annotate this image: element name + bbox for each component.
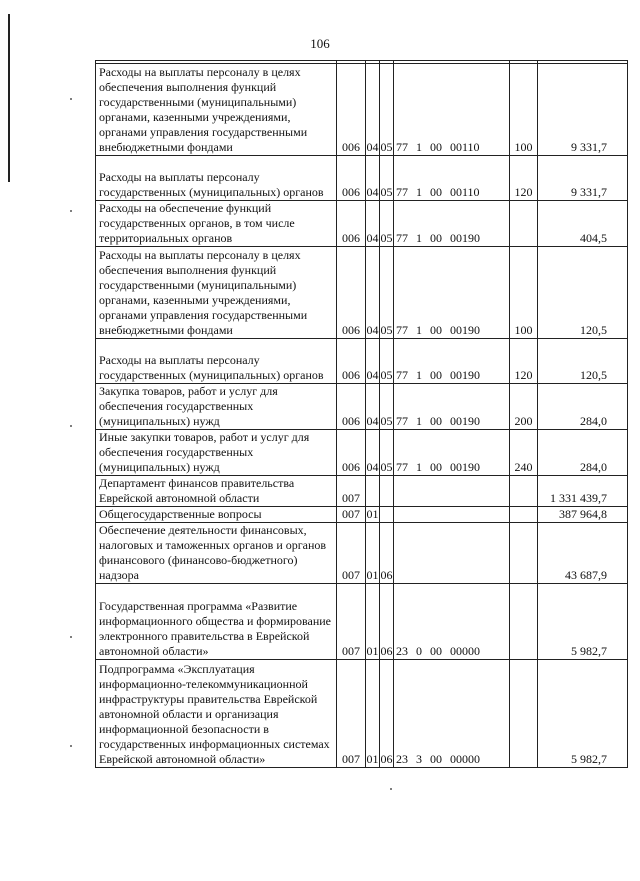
amount-cell: 5 982,7 xyxy=(538,584,628,660)
subsection-code-cell: 05 xyxy=(380,339,394,384)
section-code-cell: 04 xyxy=(366,384,380,430)
target-article-code-cell: 77 1 00 00190 xyxy=(394,430,510,476)
scan-speck xyxy=(70,745,72,747)
section-code-cell: 01 xyxy=(366,523,380,584)
expense-type-code-cell xyxy=(510,523,538,584)
table-row xyxy=(96,339,628,384)
subsection-code-cell: 05 xyxy=(380,156,394,201)
expense-type-code-cell: 100 xyxy=(510,64,538,156)
amount-cell: 404,5 xyxy=(538,201,628,247)
amount-cell: 120,5 xyxy=(538,339,628,384)
table-row xyxy=(96,476,628,507)
table-row xyxy=(96,247,628,339)
ministry-code-cell: 007 xyxy=(337,476,366,507)
amount-cell: 284,0 xyxy=(538,384,628,430)
table-row xyxy=(96,660,628,768)
amount-cell: 120,5 xyxy=(538,247,628,339)
table-row xyxy=(96,523,628,584)
scan-speck xyxy=(70,98,72,100)
expense-name-cell: Расходы на выплаты персоналу государственных (муниципальных) органов xyxy=(96,339,337,384)
table-row xyxy=(96,201,628,247)
scan-speck xyxy=(390,788,392,790)
table-row xyxy=(96,156,628,201)
ministry-code-cell: 007 xyxy=(337,584,366,660)
expense-type-code-cell xyxy=(510,476,538,507)
section-code-cell: 01 xyxy=(366,660,380,768)
target-article-code-cell xyxy=(394,476,510,507)
table-row xyxy=(96,430,628,476)
expense-type-code-cell: 240 xyxy=(510,430,538,476)
expense-name-cell: Закупка товаров, работ и услуг для обеспечения государственных (муниципальных) нужд xyxy=(96,384,337,430)
expense-name-cell: Подпрограмма «Эксплуатация информационно-телекоммуникационной инфраструктуры правительства Еврейской автономной области и организация информационной безопасности в государственных информационных системах Еврейской автономной области» xyxy=(96,660,337,768)
expense-type-code-cell xyxy=(510,507,538,523)
subsection-code-cell xyxy=(380,476,394,507)
target-article-code-cell xyxy=(394,523,510,584)
expense-name-cell: Обеспечение деятельности финансовых, налоговых и таможенных органов и органов финансового (финансово-бюджетного) надзора xyxy=(96,523,337,584)
expense-name-cell: Расходы на выплаты персоналу в целях обеспечения выполнения функций государственными (муниципальными) органами, казенными учреждениями, органами управления государственными внебюджетными фондами xyxy=(96,247,337,339)
subsection-code-cell: 05 xyxy=(380,201,394,247)
expense-type-code-cell: 200 xyxy=(510,384,538,430)
expense-type-code-cell: 100 xyxy=(510,247,538,339)
subsection-code-cell: 05 xyxy=(380,384,394,430)
subsection-code-cell: 06 xyxy=(380,584,394,660)
expense-name-cell: Расходы на обеспечение функций государственных органов, в том числе территориальных органов xyxy=(96,201,337,247)
section-code-cell: 04 xyxy=(366,156,380,201)
target-article-code-cell: 23 0 00 00000 xyxy=(394,584,510,660)
expense-type-code-cell xyxy=(510,201,538,247)
section-code-cell: 01 xyxy=(366,584,380,660)
section-code-cell: 04 xyxy=(366,247,380,339)
expense-type-code-cell: 120 xyxy=(510,156,538,201)
expense-name-cell: Общегосударственные вопросы xyxy=(96,507,337,523)
section-code-cell: 04 xyxy=(366,339,380,384)
section-code-cell xyxy=(366,476,380,507)
expense-name-cell: Расходы на выплаты персоналу государственных (муниципальных) органов xyxy=(96,156,337,201)
ministry-code-cell: 007 xyxy=(337,507,366,523)
section-code-cell: 04 xyxy=(366,201,380,247)
subsection-code-cell: 06 xyxy=(380,660,394,768)
scan-speck xyxy=(70,425,72,427)
target-article-code-cell: 77 1 00 00190 xyxy=(394,201,510,247)
ministry-code-cell: 006 xyxy=(337,201,366,247)
ministry-code-cell: 006 xyxy=(337,64,366,156)
amount-cell: 9 331,7 xyxy=(538,156,628,201)
section-code-cell: 04 xyxy=(366,64,380,156)
table-row xyxy=(96,64,628,156)
target-article-code-cell: 77 1 00 00190 xyxy=(394,247,510,339)
subsection-code-cell xyxy=(380,507,394,523)
table-row xyxy=(96,384,628,430)
amount-cell: 284,0 xyxy=(538,430,628,476)
amount-cell: 9 331,7 xyxy=(538,64,628,156)
expense-type-code-cell xyxy=(510,660,538,768)
table-row xyxy=(96,584,628,660)
scan-speck xyxy=(70,636,72,638)
ministry-code-cell: 006 xyxy=(337,339,366,384)
expense-type-code-cell: 120 xyxy=(510,339,538,384)
target-article-code-cell: 77 1 00 00190 xyxy=(394,339,510,384)
target-article-code-cell: 23 3 00 00000 xyxy=(394,660,510,768)
expense-type-code-cell xyxy=(510,584,538,660)
amount-cell: 387 964,8 xyxy=(538,507,628,523)
section-code-cell: 01 xyxy=(366,507,379,521)
page-number: 106 xyxy=(310,36,330,51)
expense-name-cell: Иные закупки товаров, работ и услуг для обеспечения государственных (муниципальных) нужд xyxy=(96,430,337,476)
ministry-code-cell: 006 xyxy=(337,430,366,476)
ministry-code-cell: 006 xyxy=(337,247,366,339)
ministry-code-cell: 007 xyxy=(337,523,366,584)
table-row xyxy=(96,507,628,523)
scan-speck xyxy=(70,210,72,212)
expense-name-cell: Департамент финансов правительства Еврейской автономной области xyxy=(96,476,337,507)
budget-table-body xyxy=(96,61,628,768)
section-code-cell: 04 xyxy=(366,430,380,476)
ministry-code-cell: 007 xyxy=(337,660,366,768)
subsection-code-cell: 05 xyxy=(380,247,394,339)
expense-name-cell: Расходы на выплаты персоналу в целях обеспечения выполнения функций государственными (муниципальными) органами, казенными учреждениями, органами управления государственными внебюджетными фондами xyxy=(96,64,337,156)
subsection-code-cell: 05 xyxy=(380,430,394,476)
amount-cell: 1 331 439,7 xyxy=(538,476,628,507)
subsection-code-cell: 06 xyxy=(380,523,394,584)
target-article-code-cell: 77 1 00 00110 xyxy=(394,156,510,201)
budget-table xyxy=(95,60,628,768)
subsection-code-cell: 05 xyxy=(380,64,394,156)
ministry-code-cell: 006 xyxy=(337,156,366,201)
target-article-code-cell xyxy=(394,507,510,523)
target-article-code-cell: 77 1 00 00190 xyxy=(394,384,510,430)
amount-cell: 5 982,7 xyxy=(538,660,628,768)
amount-cell: 43 687,9 xyxy=(538,523,628,584)
target-article-code-cell: 77 1 00 00110 xyxy=(394,64,510,156)
ministry-code-cell: 006 xyxy=(337,384,366,430)
expense-name-cell: Государственная программа «Развитие информационного общества и формирование электронного правительства в Еврейской автономной области» xyxy=(96,584,337,660)
